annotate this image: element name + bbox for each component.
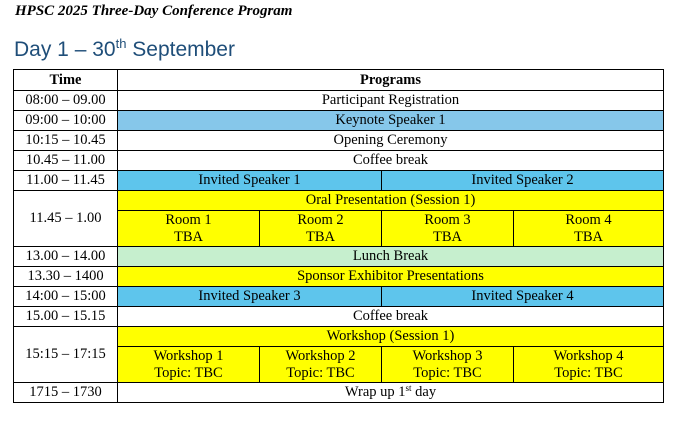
workshop-name: Workshop 1 bbox=[153, 347, 224, 364]
time-cell: 13.00 – 14.00 bbox=[14, 247, 118, 267]
day-heading-suffix: September bbox=[126, 38, 235, 61]
room-topic: TBA bbox=[574, 228, 603, 245]
workshop-name: Workshop 3 bbox=[412, 347, 483, 364]
room-topic: TBA bbox=[174, 228, 203, 245]
program-cell: Coffee break bbox=[118, 151, 664, 171]
time-cell: 08:00 – 09.00 bbox=[14, 91, 118, 111]
programs-column-header: Programs bbox=[118, 70, 664, 91]
workshop-name: Workshop 2 bbox=[285, 347, 356, 364]
document-title: HPSC 2025 Three-Day Conference Program bbox=[15, 3, 293, 19]
table-row bbox=[14, 111, 664, 131]
time-cell: 15:15 – 17:15 bbox=[14, 327, 118, 383]
workshop-cell bbox=[514, 347, 664, 383]
table-header-row bbox=[14, 70, 664, 91]
day-heading bbox=[14, 38, 235, 62]
time-cell: 15.00 – 15.15 bbox=[14, 307, 118, 327]
day-heading-ordinal: th bbox=[115, 36, 127, 51]
wrapup-prefix: Wrap up 1 bbox=[344, 384, 406, 400]
program-cell: Opening Ceremony bbox=[118, 131, 664, 151]
table-row bbox=[14, 131, 664, 151]
room-name: Room 4 bbox=[565, 211, 612, 228]
room-name: Room 3 bbox=[424, 211, 471, 228]
room-name: Room 1 bbox=[165, 211, 212, 228]
day-heading-prefix: Day 1 – 30 bbox=[14, 38, 116, 61]
workshop-session-heading: Workshop (Session 1) bbox=[118, 327, 664, 347]
time-cell: 11.00 – 11.45 bbox=[14, 171, 118, 191]
workshop-name: Workshop 4 bbox=[553, 347, 624, 364]
workshop-topic: Topic: TBC bbox=[286, 364, 355, 381]
workshop-topic: Topic: TBC bbox=[554, 364, 623, 381]
table-row bbox=[14, 327, 664, 347]
table-row bbox=[14, 287, 664, 307]
time-cell: 09:00 – 10:00 bbox=[14, 111, 118, 131]
time-cell: 13.30 – 1400 bbox=[14, 267, 118, 287]
program-cell: Coffee break bbox=[118, 307, 664, 327]
table-row bbox=[14, 247, 664, 267]
table-row bbox=[14, 191, 664, 211]
time-cell: 1715 – 1730 bbox=[14, 383, 118, 403]
invited-speaker-cell: Invited Speaker 2 bbox=[382, 171, 664, 191]
lunch-cell: Lunch Break bbox=[118, 247, 664, 267]
wrapup-cell bbox=[118, 383, 664, 403]
time-cell: 11.45 – 1.00 bbox=[14, 191, 118, 247]
workshop-cell bbox=[118, 347, 260, 383]
sponsor-cell: Sponsor Exhibitor Presentations bbox=[118, 267, 664, 287]
workshop-cell bbox=[382, 347, 514, 383]
table-row bbox=[14, 307, 664, 327]
time-cell: 14:00 – 15:00 bbox=[14, 287, 118, 307]
program-table bbox=[13, 69, 664, 403]
room-cell bbox=[260, 211, 382, 247]
table-row bbox=[14, 171, 664, 191]
time-cell: 10.45 – 11.00 bbox=[14, 151, 118, 171]
room-cell bbox=[514, 211, 664, 247]
workshop-cell bbox=[260, 347, 382, 383]
wrapup-suffix: day bbox=[411, 384, 437, 400]
room-cell bbox=[382, 211, 514, 247]
invited-speaker-cell: Invited Speaker 3 bbox=[118, 287, 382, 307]
workshop-topic: Topic: TBC bbox=[413, 364, 482, 381]
table-row bbox=[14, 91, 664, 111]
room-name: Room 2 bbox=[297, 211, 344, 228]
invited-speaker-cell: Invited Speaker 4 bbox=[382, 287, 664, 307]
invited-speaker-cell: Invited Speaker 1 bbox=[118, 171, 382, 191]
room-topic: TBA bbox=[433, 228, 462, 245]
room-topic: TBA bbox=[306, 228, 335, 245]
table-row bbox=[14, 151, 664, 171]
program-cell: Participant Registration bbox=[118, 91, 664, 111]
table-row bbox=[14, 383, 664, 403]
time-column-header: Time bbox=[14, 70, 118, 91]
table-row bbox=[14, 267, 664, 287]
keynote-cell: Keynote Speaker 1 bbox=[118, 111, 664, 131]
wrapup-ordinal: st bbox=[405, 383, 412, 393]
oral-session-heading: Oral Presentation (Session 1) bbox=[118, 191, 664, 211]
time-cell: 10:15 – 10.45 bbox=[14, 131, 118, 151]
workshop-topic: Topic: TBC bbox=[154, 364, 223, 381]
room-cell bbox=[118, 211, 260, 247]
